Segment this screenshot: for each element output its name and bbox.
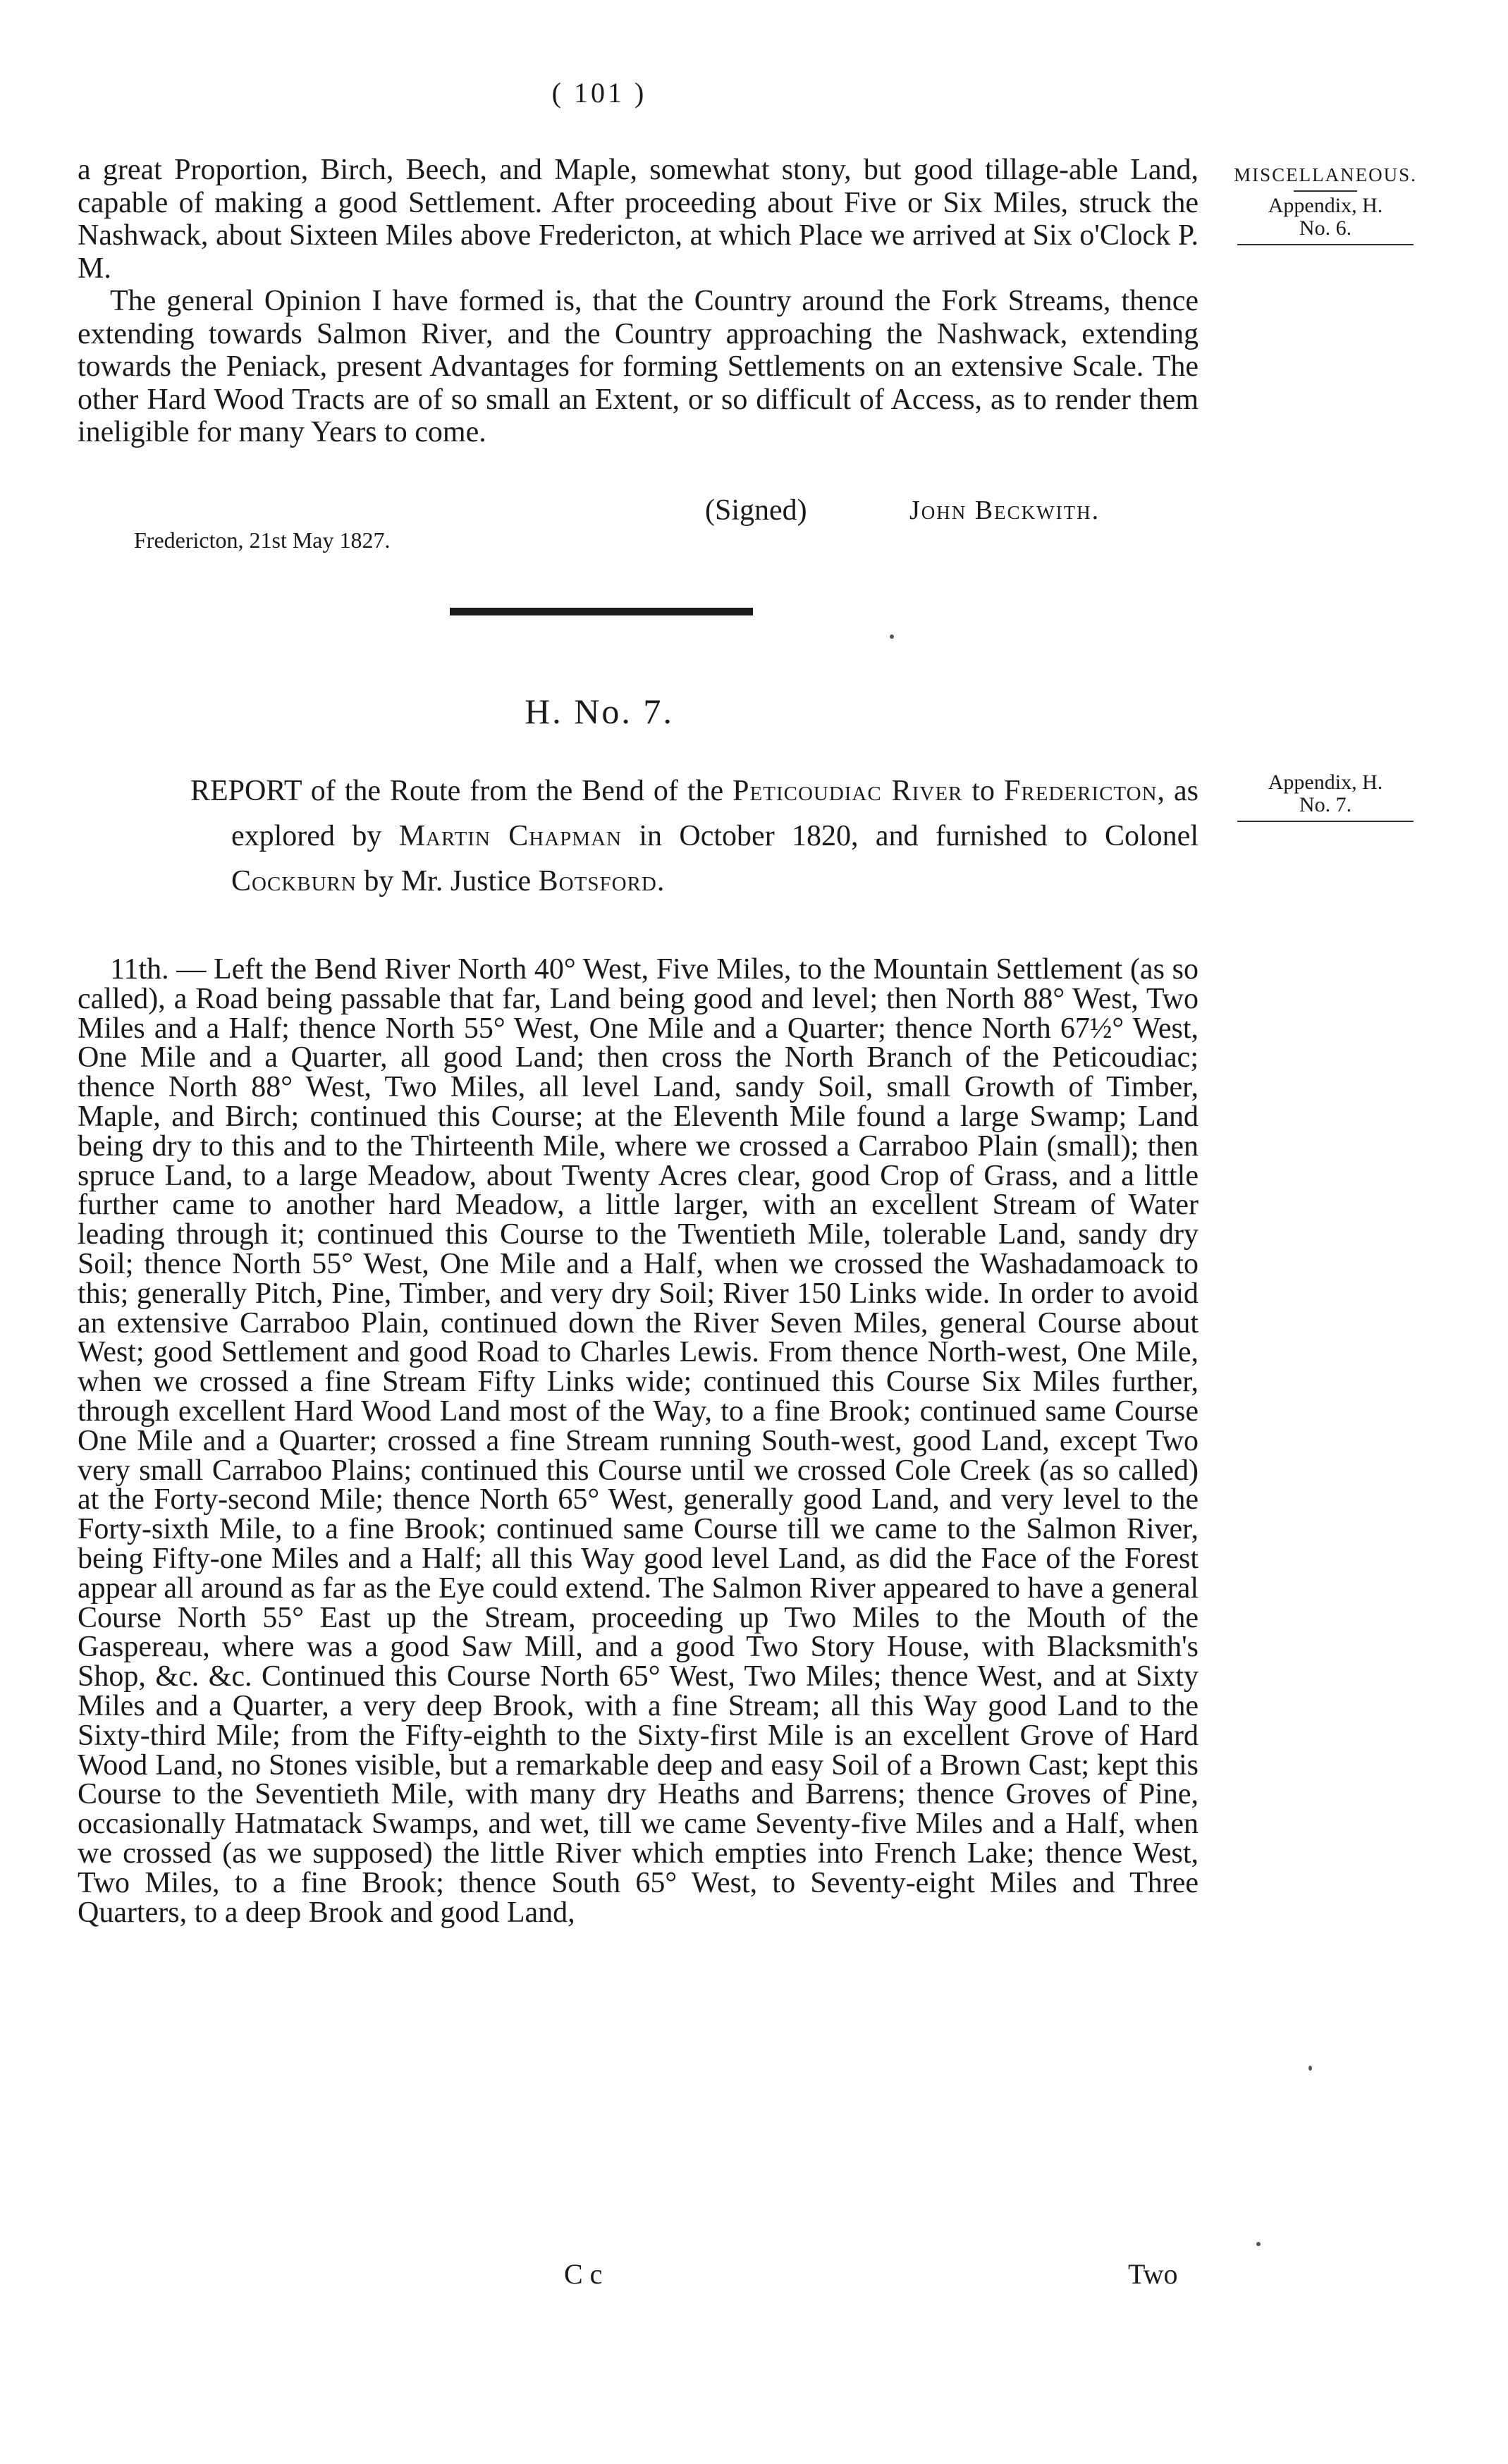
- signed-label: (Signed): [705, 494, 807, 527]
- heading-mid2: in October 1820, and furnished to Colonel: [621, 820, 1199, 852]
- margin-rule: [1237, 821, 1414, 822]
- print-speck: [1308, 2066, 1312, 2071]
- heading-river: Peticoudiac River: [732, 775, 963, 807]
- report-heading: [190, 768, 1199, 904]
- page-number: ( 101 ): [551, 77, 647, 109]
- margin-divider: [1294, 190, 1357, 192]
- heading-mid: , as explored by: [231, 775, 1199, 852]
- print-speck: [1256, 2242, 1261, 2246]
- margin-appendix-number: No. 7.: [1299, 793, 1352, 816]
- heading-to: to: [962, 775, 1005, 807]
- report-heading-text: [190, 768, 1199, 904]
- margin-note-appendix-h7: [1230, 771, 1421, 822]
- heading-destination: Fredericton: [1004, 775, 1158, 807]
- catchword: Two: [1128, 2258, 1178, 2290]
- dateline: Fredericton, 21st May 1827.: [134, 527, 391, 553]
- margin-appendix-number: No. 6.: [1299, 216, 1352, 240]
- signatory-name: John Beckwith.: [909, 496, 1101, 525]
- heading-justice: Botsford: [538, 865, 657, 897]
- margin-appendix-label: Appendix, H.: [1268, 771, 1383, 794]
- heading-colonel: Cockburn: [231, 865, 357, 897]
- section-divider-rule: [450, 608, 753, 615]
- heading-end: .: [656, 865, 665, 897]
- section-title: H. No. 7.: [525, 692, 674, 731]
- heading-explorer: Martin Chapman: [398, 820, 622, 852]
- previous-report-paragraph-1: a great Proportion, Birch, Beech, and Maple, somewhat stony, but good tillage-able Land, capable of making a good Settlement. After proceeding about Five or Six Miles, struck the Nashwack, about Sixteen Miles above Fredericton, at which Place we arrived at Six o'Clock P. M.: [78, 154, 1199, 285]
- heading-prefix: REPORT of the Route from the Bend of the: [190, 775, 733, 807]
- margin-heading: MISCELLANEOUS.: [1234, 164, 1417, 185]
- margin-note-appendix-h6: [1230, 164, 1421, 245]
- previous-report-paragraph-2: The general Opinion I have formed is, that the Country around the Fork Streams, thence extending towards Salmon River, and the Country approaching the Nashwack, extending towards the Peniack, present Advantages for forming Settlements on an extensive Scale. The other Hard Wood Tracts are of so small an Extent, or so difficult of Access, as to render them ineligible for many Years to come.: [78, 285, 1199, 448]
- heading-mid3: by Mr. Justice: [356, 865, 539, 897]
- margin-rule: [1237, 244, 1414, 245]
- margin-appendix-label: Appendix, H.: [1268, 194, 1383, 217]
- print-speck: [890, 635, 894, 639]
- signature-mark: C c: [564, 2258, 603, 2290]
- report-body: 11th. — Left the Bend River North 40° West, Five Miles, to the Mountain Settlement (as so called), a Road being passable that far, Land being good and level; then North 88° West, Two Miles and a Half; thence North 55° West, One Mile and a Quarter; thence North 67½° West, One Mile and a Quarter, all good Land; then cross the North Branch of the Peticoudiac; thence North 88° West, Two Miles, all level Land, sandy Soil, small Growth of Timber, Maple, and Birch; continued this Course; at the Eleventh Mile found a large Swamp; Land being dry to this and to the Thirteenth Mile, where we crossed a Carraboo Plain (small); then spruce Land, to a large Meadow, about Twenty Acres clear, good Crop of Grass, and a little further came to another hard Meadow, a little larger, with an excellent Stream of Water leading through it; continued this Course to the Twentieth Mile, tolerable Land, sandy dry Soil; thence North 55° West, One Mile and a Half, when we crossed the Washadamoack to this; generally Pitch, Pine, Timber, and very dry Soil; River 150 Links wide. In order to avoid an extensive Carraboo Plain, continued down the River Seven Miles, general Course about West; good Settlement and good Road to Charles Lewis. From thence North-west, One Mile, when we crossed a fine Stream Fifty Links wide; continued this Course Six Miles further, through excellent Hard Wood Land most of the Way, to a fine Brook; continued same Course One Mile and a Quarter; crossed a fine Stream running South-west, good Land, except Two very small Carraboo Plains; continued this Course until we crossed Cole Creek (as so called) at the Forty-second Mile; thence North 65° West, generally good Land, and very level to the Forty-sixth Mile, to a fine Brook; continued same Course till we came to the Salmon River, being Fifty-one Miles and a Half; all this Way good level Land, as did the Face of the Forest appear all around as far as the Eye could extend. The Salmon River appeared to have a general Course North 55° East up the Stream, proceeding up Two Miles to the Mouth of the Gaspereau, where was a good Saw Mill, and a good Two Story House, with Blacksmith's Shop, &c. &c. Continued this Course North 65° West, Two Miles; thence West, and at Sixty Miles and a Quarter, a very deep Brook, with a fine Stream; all this Way good Land to the Sixty-third Mile; from the Fifty-eighth to the Sixty-first Mile is an excellent Grove of Hard Wood Land, no Stones visible, but a remarkable deep and easy Soil of a Brown Cast; kept this Course to the Seventieth Mile, with many dry Heaths and Barrens; thence Groves of Pine, occasionally Hatmatack Swamps, and wet, till we came Seventy-five Miles and a Half, when we crossed (as we supposed) the little River which empties into French Lake; thence West, Two Miles, to a fine Brook; thence South 65° West, to Seventy-eight Miles and Three Quarters, to a deep Brook and good Land,: [78, 953, 1199, 1929]
